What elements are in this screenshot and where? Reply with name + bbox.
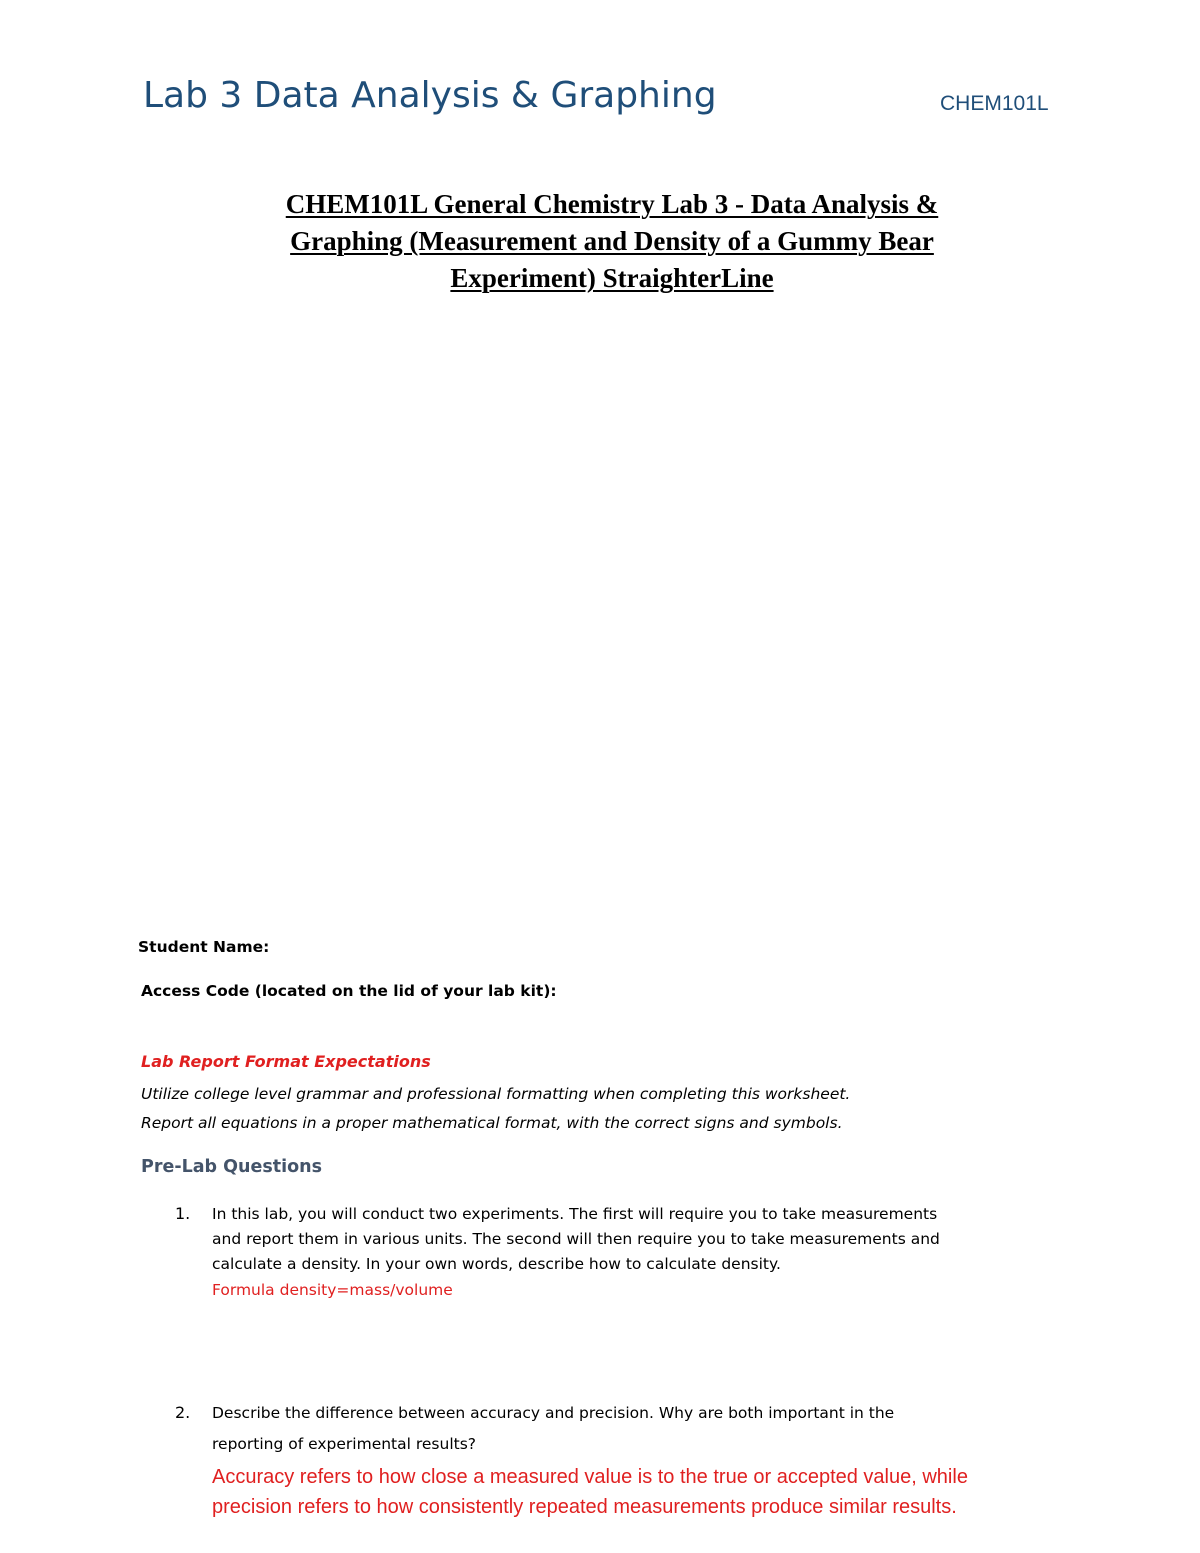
answer-text-line: Accuracy refers to how close a measured value is to the true or accepted value, while <box>212 1466 968 1488</box>
question-text-line: and report them in various units. The second will then require you to take measurements and <box>212 1230 940 1248</box>
question-number: 1. <box>175 1204 191 1223</box>
format-expectations-line-1: Utilize college level grammar and professional formatting when completing this worksheet. <box>141 1085 851 1103</box>
document-title <box>200 186 1024 297</box>
student-name-label: Student Name: <box>138 938 270 956</box>
format-expectations-heading: Lab Report Format Expectations <box>141 1052 431 1071</box>
access-code-label: Access Code (located on the lid of your lab kit): <box>141 982 557 1000</box>
question-text-line: In this lab, you will conduct two experiments. The first will require you to take measurements <box>212 1205 938 1223</box>
question-text-line: reporting of experimental results? <box>212 1435 477 1453</box>
question-text-line: calculate a density. In your own words, describe how to calculate density. <box>212 1255 781 1273</box>
answer-text-line: precision refers to how consistently repeated measurements produce similar results. <box>212 1496 957 1518</box>
document-title-line-3: Experiment) StraighterLine <box>450 263 774 293</box>
header-course-code: CHEM101L <box>940 92 1049 115</box>
document-title-line-2: Graphing (Measurement and Density of a Gummy Bear <box>290 226 934 256</box>
prelab-heading: Pre-Lab Questions <box>141 1157 323 1177</box>
question-number: 2. <box>175 1403 191 1422</box>
document-title-line-1: CHEM101L General Chemistry Lab 3 - Data Analysis & <box>285 189 939 219</box>
question-text-line: Describe the difference between accuracy and precision. Why are both important in the <box>212 1404 895 1422</box>
format-expectations-line-2: Report all equations in a proper mathematical format, with the correct signs and symbols. <box>141 1114 843 1132</box>
header-title: Lab 3 Data Analysis & Graphing <box>143 75 717 116</box>
answer-text-line: Formula density=mass/volume <box>212 1281 453 1299</box>
